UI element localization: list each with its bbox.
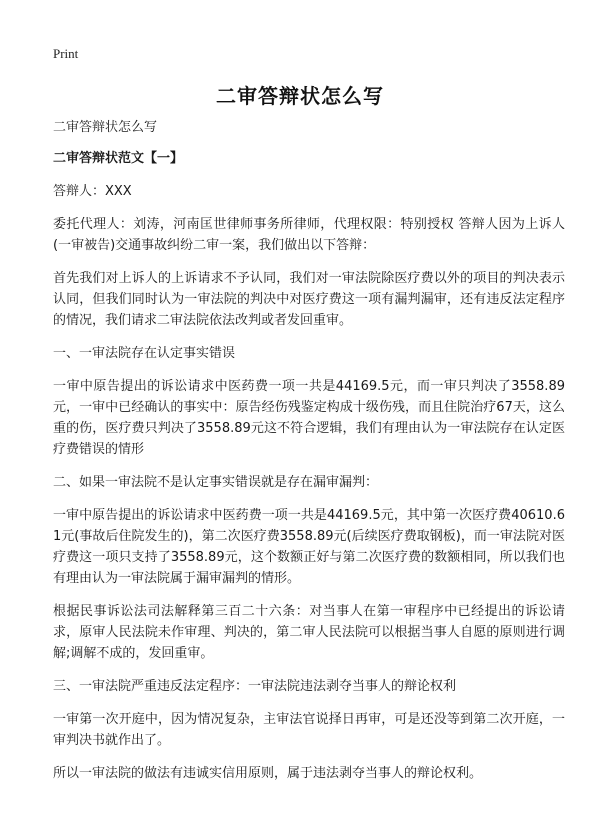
paragraph-agent: 委托代理人：刘涛，河南匡世律师事务所律师，代理权限：特别授权 答辩人因为上诉人(一审被告)交通事故纠纷二审一案，我们做出以下答辩：	[53, 217, 565, 253]
paragraph-intro: 首先我们对上诉人的上诉请求不予认同，我们对一审法院除医疗费以外的项目的判决表示认同，但我们同时认为一审法院的判决中对医疗费这一项有漏判漏审，还有违反法定程序的情况，我们请求二审法院依法改判或者发回重审。	[53, 271, 565, 328]
print-label[interactable]: Print	[53, 46, 79, 61]
paragraph-point-two-heading: 二、如果一审法院不是认定事实错误就是存在漏审漏判：	[53, 475, 379, 490]
paragraph-conclusion: 所以一审法院的做法有违诚实信用原则，属于违法剥夺当事人的辩论权利。	[53, 766, 483, 781]
paragraph-point-one-body: 一审中原告提出的诉讼请求中医药费一项一共是44169.5元，而一审只判决了3558.89元，一审中已经确认的事实中：原告经伤残鉴定构成十级伤残，而且住院治疗67天，这么重的伤，医疗费只判决了3558.89元这不符合逻辑，我们有理由认为一审法院存在认定医疗费错误的情形	[53, 379, 565, 457]
paragraph-section-heading: 二审答辩状范文【一】	[53, 151, 184, 166]
paragraph-legal-basis: 根据民事诉讼法司法解释第三百二十六条：对当事人在第一审程序中已经提出的诉讼请求，原审人民法院未作审理、判决的，第二审人民法院可以根据当事人自愿的原则进行调解;调解不成的，发回重审。	[53, 604, 565, 661]
paragraph-point-three-body: 一审第一次开庭中，因为情况复杂，主审法官说择日再审，可是还没等到第二次开庭，一审判决书就作出了。	[53, 712, 565, 748]
document-body	[53, 117, 565, 796]
document-title: 二审答辩状怎么写	[216, 84, 384, 108]
paragraph-point-one-heading: 一、一审法院存在认定事实错误	[53, 346, 236, 361]
paragraph-respondent: 答辩人：XXX	[53, 184, 132, 199]
paragraph-point-two-body: 一审中原告提出的诉讼请求中医药费一项一共是44169.5元，其中第一次医疗费40610.61元(事故后住院发生的)，第二次医疗费3558.89元(后续医疗费取钢板)，而一审法院对医疗费这一项只支持了3558.89元，这个数额正好与第二次医疗费的数额相同，所以我们也有理由认为一审法院属于漏审漏判的情形。	[53, 508, 565, 586]
paragraph-subtitle: 二审答辩状怎么写	[53, 120, 158, 135]
paragraph-point-three-heading: 三、一审法院严重违反法定程序：一审法院违法剥夺当事人的辩论权利	[53, 679, 457, 694]
